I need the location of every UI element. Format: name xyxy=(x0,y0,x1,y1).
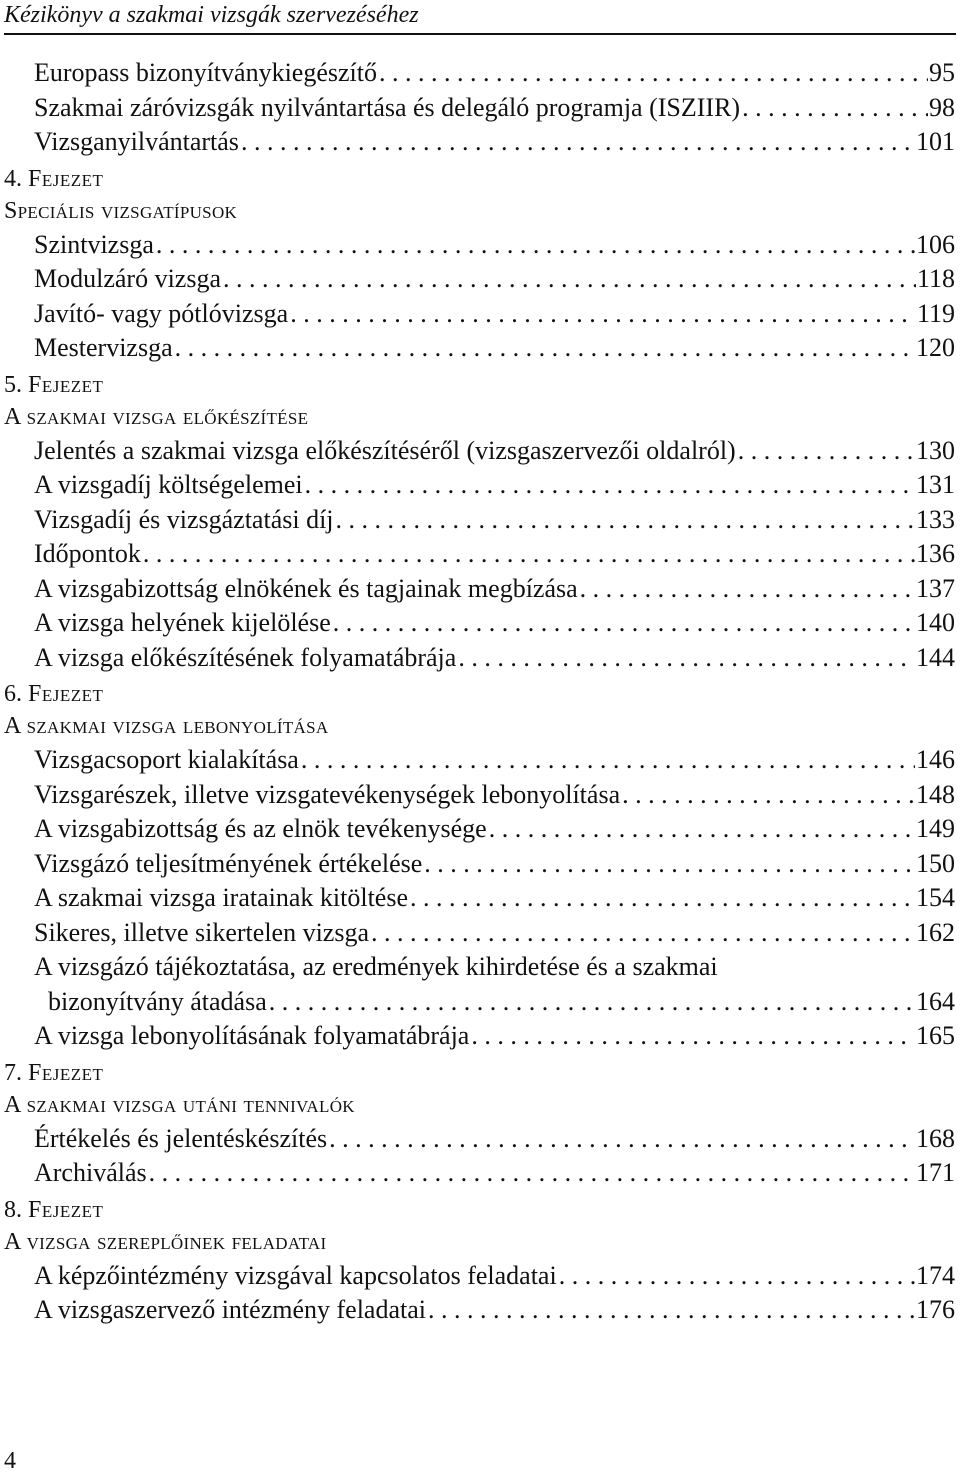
toc-entry-page: 130 xyxy=(915,434,955,469)
dot-leader xyxy=(336,503,915,538)
chapter-label: Fejezet xyxy=(28,165,104,192)
dot-leader xyxy=(371,916,915,951)
toc-entry-title: A vizsgabizottság és az elnök tevékenysége xyxy=(34,812,489,847)
toc-entry-line xyxy=(34,1122,955,1157)
chapter-label: Fejezet xyxy=(28,371,104,398)
toc-entry-page: 168 xyxy=(915,1122,955,1157)
toc-entry-page: 106 xyxy=(915,228,955,263)
chapter-label: Fejezet xyxy=(28,1196,104,1223)
toc-entry-page: 136 xyxy=(915,537,955,572)
dot-leader xyxy=(156,228,915,263)
chapter-number: 5. xyxy=(4,371,22,398)
running-title: Kézikönyv a szakmai vizsgák szervezéséhez xyxy=(4,2,419,28)
toc-entry-title: Mestervizsga xyxy=(34,331,175,366)
toc-entry xyxy=(0,1259,960,1294)
toc-entry-page: 120 xyxy=(915,331,955,366)
toc-entry-title: A szakmai vizsga iratainak kitöltése xyxy=(34,881,410,916)
toc-entry xyxy=(0,641,960,676)
toc-entry-title: A vizsga lebonyolításának folyamatábrája xyxy=(34,1019,471,1054)
toc-entry xyxy=(0,91,960,126)
toc-entry-page: 149 xyxy=(915,812,955,847)
dot-leader xyxy=(269,985,915,1020)
chapter-number: 4. xyxy=(4,165,22,192)
toc-entry-page: 131 xyxy=(915,468,955,503)
toc-entry-line xyxy=(34,812,955,847)
toc-entry-page: 118 xyxy=(916,262,955,297)
page-number: 4 xyxy=(4,1448,16,1474)
toc-entry-page: 171 xyxy=(915,1156,955,1191)
toc-entry xyxy=(0,125,960,160)
toc-entry xyxy=(0,537,960,572)
dot-leader xyxy=(379,56,928,91)
toc-entry xyxy=(0,297,960,332)
toc-entry-line xyxy=(34,778,955,813)
toc-entry-page: 137 xyxy=(915,572,955,607)
running-header xyxy=(4,2,956,35)
toc-entry-title: Javító- vagy pótlóvizsga xyxy=(34,297,290,332)
toc-entry-title-continued: bizonyítvány átadása xyxy=(48,985,269,1020)
toc-entry xyxy=(0,606,960,641)
chapter-number: 7. xyxy=(4,1059,22,1086)
chapter-label: Fejezet xyxy=(28,1059,104,1086)
toc-entry-line xyxy=(34,228,955,263)
toc-entry-title: A vizsga előkészítésének folyamatábrája xyxy=(34,641,458,676)
toc-entry-title: Jelentés a szakmai vizsga előkészítéséről (vizsgaszervezői oldalról) xyxy=(34,434,738,469)
toc-entry-line xyxy=(34,331,955,366)
toc-entry-page: 176 xyxy=(915,1293,955,1328)
toc-entry xyxy=(0,331,960,366)
chapter-heading xyxy=(0,160,960,194)
toc-entry-page: 144 xyxy=(915,641,955,676)
dot-leader xyxy=(622,778,915,813)
chapter-title: A szakmai vizsga előkészítése xyxy=(4,403,309,430)
toc-entry-line xyxy=(48,985,955,1020)
toc-entry-line xyxy=(34,1293,955,1328)
toc-entry xyxy=(0,950,960,1019)
toc-entry-line xyxy=(34,743,955,778)
toc-entry-title: Archiválás xyxy=(34,1156,149,1191)
toc-entry xyxy=(0,1122,960,1157)
toc-entry-line xyxy=(34,503,955,538)
chapter-heading xyxy=(0,1054,960,1088)
toc-entry-page: 174 xyxy=(915,1259,955,1294)
toc-entry xyxy=(0,743,960,778)
toc-entry-title: Szakmai záróvizsgák nyilvántartása és delegáló programja (ISZIIR) xyxy=(34,91,742,126)
table-of-contents xyxy=(0,56,960,1328)
toc-entry xyxy=(0,503,960,538)
toc-entry-page: 98 xyxy=(928,91,955,126)
toc-entry-line xyxy=(34,262,955,297)
toc-entry-page: 154 xyxy=(915,881,955,916)
toc-entry xyxy=(0,847,960,882)
dot-leader xyxy=(241,125,915,160)
toc-entry-page: 119 xyxy=(916,297,955,332)
chapter-title: A szakmai vizsga lebonyolítása xyxy=(4,713,329,739)
chapter-title: A szakmai vizsga utáni tennivalók xyxy=(4,1091,355,1118)
toc-entry xyxy=(0,262,960,297)
toc-entry-title: Modulzáró vizsga xyxy=(34,262,223,297)
toc-entry-line xyxy=(34,1156,955,1191)
chapter-title: Speciális vizsgatípusok xyxy=(4,197,238,224)
dot-leader xyxy=(290,297,916,332)
toc-entry xyxy=(0,1293,960,1328)
toc-entry xyxy=(0,1019,960,1054)
toc-entry-line xyxy=(34,297,955,332)
dot-leader xyxy=(458,641,915,676)
toc-entry-line xyxy=(34,56,955,91)
toc-entry-line xyxy=(34,641,955,676)
toc-entry xyxy=(0,572,960,607)
toc-entry-title: Időpontok xyxy=(34,537,143,572)
toc-entry-title: Europass bizonyítványkiegészítő xyxy=(34,56,379,91)
toc-entry-title: A vizsgabizottság elnökének és tagjainak megbízása xyxy=(34,572,580,607)
toc-entry-line xyxy=(34,1019,955,1054)
dot-leader xyxy=(559,1259,915,1294)
dot-leader xyxy=(489,812,915,847)
toc-entry-page: 162 xyxy=(915,916,955,951)
dot-leader xyxy=(143,537,915,572)
toc-entry-title: Vizsgázó teljesítményének értékelése xyxy=(34,847,424,882)
toc-entry-line xyxy=(34,91,955,126)
toc-entry-line xyxy=(34,572,955,607)
chapter-number: 8. xyxy=(4,1196,22,1223)
toc-entry-line xyxy=(34,606,955,641)
chapter-heading xyxy=(0,1191,960,1225)
toc-entry xyxy=(0,812,960,847)
dot-leader xyxy=(305,468,915,503)
dot-leader xyxy=(742,91,928,126)
toc-entry-line xyxy=(34,881,955,916)
toc-entry-title: A vizsgázó tájékoztatása, az eredmények kihirdetése és a szakmai xyxy=(34,952,718,981)
dot-leader xyxy=(301,743,915,778)
toc-entry-title: Szintvizsga xyxy=(34,228,156,263)
toc-entry xyxy=(0,468,960,503)
toc-entry-line xyxy=(34,847,955,882)
toc-entry-title: Vizsganyilvántartás xyxy=(34,125,241,160)
dot-leader xyxy=(738,434,915,469)
dot-leader xyxy=(329,1122,915,1157)
dot-leader xyxy=(149,1156,915,1191)
chapter-title: A vizsga szereplőinek feladatai xyxy=(4,1228,327,1255)
toc-entry-title: A vizsgaszervező intézmény feladatai xyxy=(34,1293,428,1328)
toc-entry xyxy=(0,228,960,263)
chapter-heading xyxy=(0,675,960,709)
toc-entry-title: A vizsgadíj költségelemei xyxy=(34,468,305,503)
dot-leader xyxy=(580,572,915,607)
toc-entry xyxy=(0,56,960,91)
toc-entry-page: 95 xyxy=(928,56,955,91)
toc-entry xyxy=(0,434,960,469)
toc-entry-title: Sikeres, illetve sikertelen vizsga xyxy=(34,916,371,951)
dot-leader xyxy=(428,1293,915,1328)
toc-entry xyxy=(0,916,960,951)
toc-entry-title: Értékelés és jelentéskészítés xyxy=(34,1122,329,1157)
chapter-label: Fejezet xyxy=(28,681,104,707)
toc-entry-page: 150 xyxy=(915,847,955,882)
toc-entry-title: A képzőintézmény vizsgával kapcsolatos feladatai xyxy=(34,1259,559,1294)
toc-entry-title: Vizsgacsoport kialakítása xyxy=(34,743,301,778)
toc-entry-page: 148 xyxy=(915,778,955,813)
toc-entry xyxy=(0,881,960,916)
dot-leader xyxy=(410,881,915,916)
toc-entry-line xyxy=(34,434,955,469)
toc-entry-line xyxy=(34,468,955,503)
toc-entry-page: 101 xyxy=(915,125,955,160)
toc-entry-line xyxy=(34,1259,955,1294)
toc-entry-title: A vizsga helyének kijelölése xyxy=(34,606,333,641)
toc-entry-page: 140 xyxy=(915,606,955,641)
toc-entry xyxy=(0,1156,960,1191)
toc-entry-title: Vizsgarészek, illetve vizsgatevékenységek lebonyolítása xyxy=(34,778,622,813)
toc-entry-page: 133 xyxy=(915,503,955,538)
toc-entry-page: 164 xyxy=(915,985,955,1020)
dot-leader xyxy=(424,847,915,882)
dot-leader xyxy=(223,262,916,297)
toc-entry-page: 146 xyxy=(915,743,955,778)
chapter-number: 6. xyxy=(4,681,22,707)
chapter-heading xyxy=(0,366,960,400)
dot-leader xyxy=(175,331,915,366)
toc-entry xyxy=(0,778,960,813)
dot-leader xyxy=(471,1019,915,1054)
toc-entry-page: 165 xyxy=(915,1019,955,1054)
toc-entry-line xyxy=(34,916,955,951)
toc-entry-line xyxy=(34,125,955,160)
dot-leader xyxy=(333,606,915,641)
toc-entry-line xyxy=(34,537,955,572)
toc-entry-title: Vizsgadíj és vizsgáztatási díj xyxy=(34,503,336,538)
